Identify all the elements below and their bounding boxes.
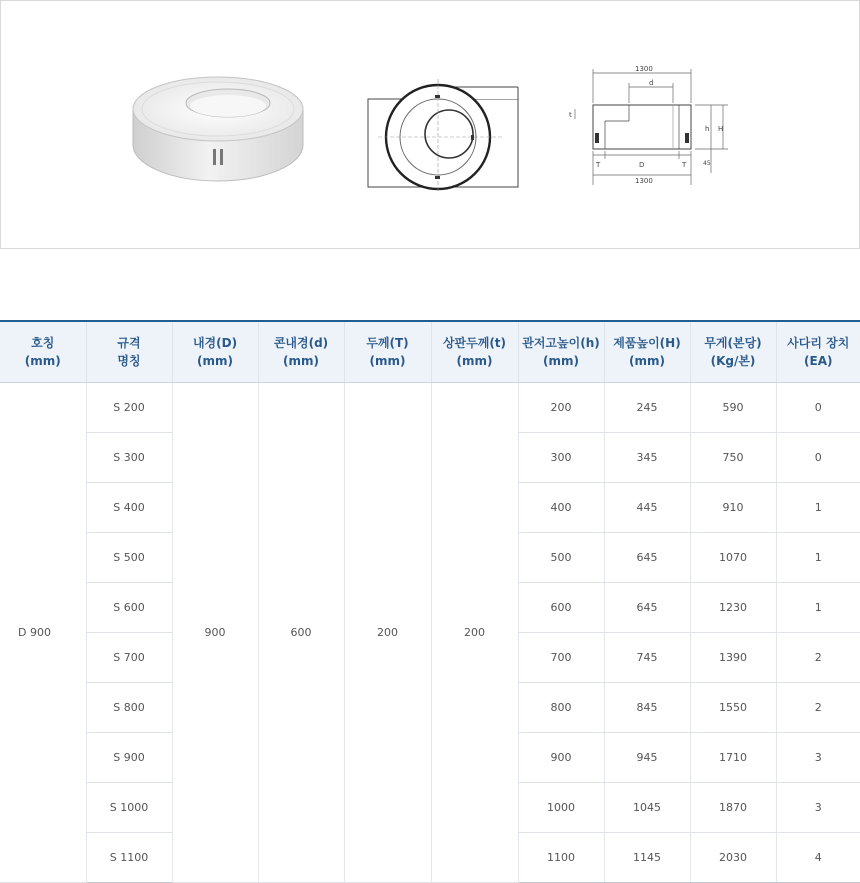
cell-product-height: 945 — [604, 733, 690, 783]
cell-spec-name: S 300 — [86, 433, 172, 483]
dim-top-width: 1300 — [635, 65, 653, 73]
cell-invert-height: 1000 — [518, 783, 604, 833]
header-thickness: 두께(T) (mm) — [344, 321, 431, 383]
cell-ladder: 3 — [776, 733, 860, 783]
cell-ladder: 3 — [776, 783, 860, 833]
cell-spec-name: S 200 — [86, 383, 172, 433]
cell-invert-height: 900 — [518, 733, 604, 783]
spec-table-body — [0, 383, 860, 883]
cell-product-height: 245 — [604, 383, 690, 433]
table-row — [0, 383, 860, 433]
cell-weight: 750 — [690, 433, 776, 483]
header-inner-diameter: 내경(D) (mm) — [172, 321, 258, 383]
header-top-thickness: 상판두께(t) (mm) — [431, 321, 518, 383]
spec-table-header — [0, 321, 860, 383]
dim-H: H — [718, 125, 724, 133]
cell-invert-height: 800 — [518, 683, 604, 733]
dim-bottom-width: 1300 — [635, 177, 653, 185]
cell-weight: 1390 — [690, 633, 776, 683]
cell-ladder: 1 — [776, 533, 860, 583]
dim-h: h — [705, 125, 710, 133]
cell-ladder: 1 — [776, 583, 860, 633]
cell-invert-height: 200 — [518, 383, 604, 433]
header-product-height: 제품높이(H) (mm) — [604, 321, 690, 383]
cell-top-thickness: 200 — [431, 383, 518, 883]
cell-ladder: 0 — [776, 383, 860, 433]
cell-product-height: 845 — [604, 683, 690, 733]
cell-product-height: 1145 — [604, 833, 690, 883]
cell-invert-height: 400 — [518, 483, 604, 533]
cell-spec-name: S 400 — [86, 483, 172, 533]
cell-nominal: D 900 — [0, 383, 86, 883]
header-invert-height: 관저고높이(h) (mm) — [518, 321, 604, 383]
cell-invert-height: 300 — [518, 433, 604, 483]
cell-product-height: 645 — [604, 583, 690, 633]
ring-3d-render — [126, 71, 311, 189]
cell-spec-name: S 1000 — [86, 783, 172, 833]
cell-spec-name: S 1100 — [86, 833, 172, 883]
dim-D: D — [639, 161, 645, 169]
cell-product-height: 645 — [604, 533, 690, 583]
cell-weight: 1870 — [690, 783, 776, 833]
header-ladder: 사다리 장치 (EA) — [776, 321, 860, 383]
cell-spec-name: S 500 — [86, 533, 172, 583]
header-cone-inner-diameter: 콘내경(d) (mm) — [258, 321, 344, 383]
cell-thickness: 200 — [344, 383, 431, 883]
cell-weight: 2030 — [690, 833, 776, 883]
cell-weight: 1550 — [690, 683, 776, 733]
cell-invert-height: 500 — [518, 533, 604, 583]
cell-ladder: 4 — [776, 833, 860, 883]
header-nominal: 호칭 (mm) — [0, 321, 86, 383]
dim-t: t — [569, 111, 572, 119]
cell-spec-name: S 600 — [86, 583, 172, 633]
section-drawing — [563, 63, 733, 191]
dim-T-right: T — [682, 161, 687, 169]
dim-d: d — [649, 79, 654, 87]
dim-offset: 45 — [703, 160, 711, 167]
cell-ladder: 1 — [776, 483, 860, 533]
cell-spec-name: S 800 — [86, 683, 172, 733]
plan-view-drawing — [363, 77, 523, 193]
cell-weight: 1710 — [690, 733, 776, 783]
cell-cone-inner-diameter: 600 — [258, 383, 344, 883]
cell-weight: 590 — [690, 383, 776, 433]
cell-inner-diameter: 900 — [172, 383, 258, 883]
cell-weight: 910 — [690, 483, 776, 533]
cell-spec-name: S 700 — [86, 633, 172, 683]
cell-product-height: 345 — [604, 433, 690, 483]
product-figure-panel — [0, 0, 860, 249]
cell-product-height: 445 — [604, 483, 690, 533]
header-spec-name: 규격 명칭 — [86, 321, 172, 383]
cell-spec-name: S 900 — [86, 733, 172, 783]
header-weight: 무게(본당) (Kg/본) — [690, 321, 776, 383]
cell-product-height: 745 — [604, 633, 690, 683]
cell-ladder: 2 — [776, 683, 860, 733]
dim-T-left: T — [596, 161, 601, 169]
cell-product-height: 1045 — [604, 783, 690, 833]
cell-weight: 1230 — [690, 583, 776, 633]
cell-invert-height: 700 — [518, 633, 604, 683]
cell-invert-height: 600 — [518, 583, 604, 633]
cell-ladder: 0 — [776, 433, 860, 483]
cell-invert-height: 1100 — [518, 833, 604, 883]
cell-ladder: 2 — [776, 633, 860, 683]
cell-weight: 1070 — [690, 533, 776, 583]
spec-table — [0, 320, 860, 883]
